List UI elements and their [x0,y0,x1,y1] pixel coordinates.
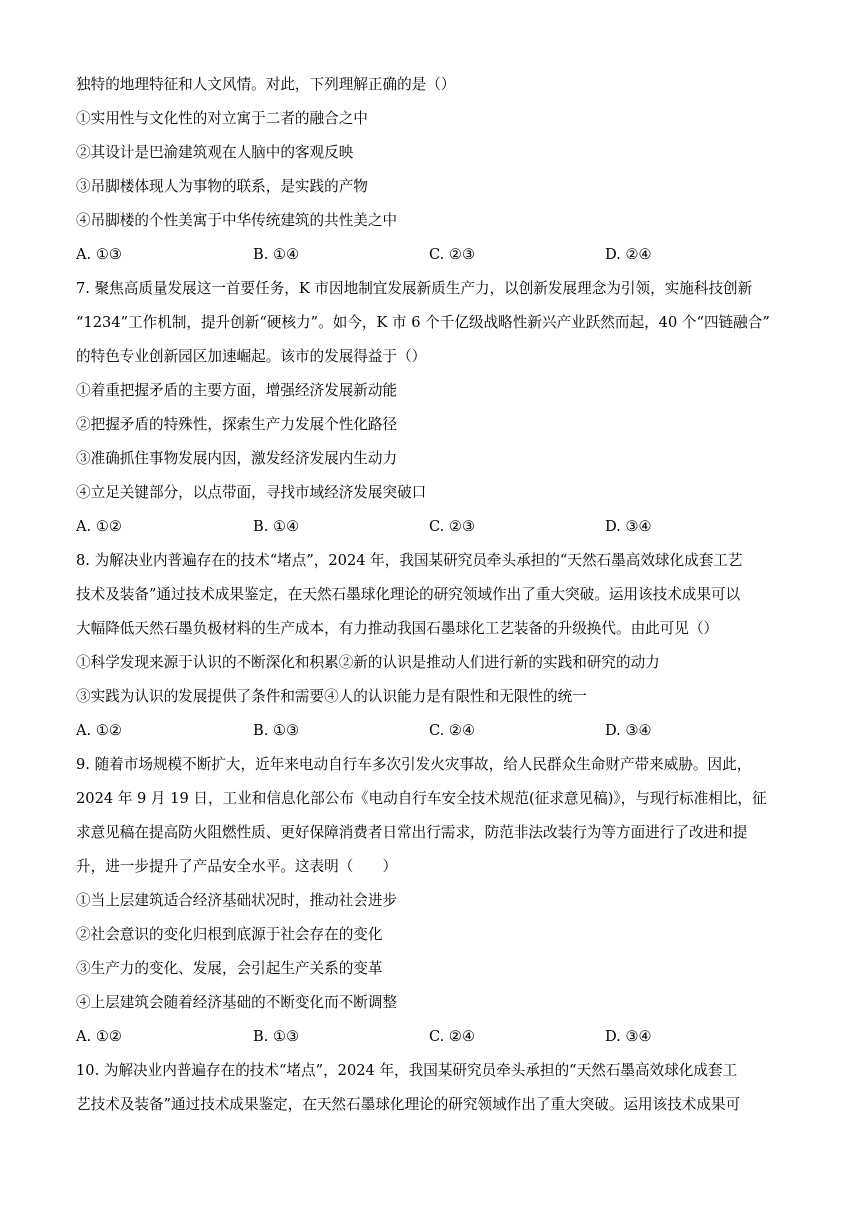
option-b: B. ①④ [253,518,300,535]
question-7 [76,272,788,544]
question-8 [76,544,788,748]
statement-item: ①科学发现来源于认识的不断深化和积累②新的认识是推动人们进行新的实践和研究的动力 [76,654,660,671]
statement-item: ②其设计是巴渝建筑观在人脑中的客观反映 [76,144,354,161]
question-stem-line: 升，进一步提升了产品安全水平。这表明（ ） [76,858,398,875]
question-stem-line: “1234”工作机制，提升创新“硬核力”。如今，K 市 6 个千亿级战略性新兴产业跃然而起，40 个“四链融合” [76,314,770,331]
question-stem-line: 10. 为解决业内普遍存在的技术“堵点”，2024 年，我国某研究员牵头承担的“天然石墨高效球化成套工 [76,1062,738,1079]
statement-item: ②把握矛盾的特殊性，探索生产力发展个性化路径 [76,416,398,433]
option-a: A. ①② [76,722,122,739]
question-stem-line: 2024 年 9 月 19 日，工业和信息化部公布《电动自行车安全技术规范(征求意见稿)》，与现行标准相比，征 [76,790,767,807]
statement-item: ④上层建筑会随着经济基础的不断变化而不断调整 [76,994,398,1011]
question-6 [76,68,788,272]
question-stem-line: 7. 聚焦高质量发展这一首要任务，K 市因地制宜发展新质生产力，以创新发展理念为引领，实施科技创新 [76,280,753,297]
question-stem-line: 求意见稿在提高防火阻燃性质、更好保障消费者日常出行需求，防范非法改装行为等方面进行了改进和提 [76,824,748,841]
option-c: C. ②④ [429,722,476,739]
exam-page [76,68,788,1122]
option-a: A. ①② [76,1028,122,1045]
question-9 [76,748,788,1054]
option-d: D. ③④ [605,722,652,739]
question-stem-line: 的特色专业创新园区加速崛起。该市的发展得益于（） [76,348,427,365]
answer-options [76,510,788,544]
question-stem-line: 9. 随着市场规模不断扩大，近年来电动自行车多次引发火灾事故，给人民群众生命财产带来威胁。因此， [76,756,752,773]
option-c: C. ②③ [429,518,476,535]
option-d: D. ③④ [605,518,652,535]
option-c: C. ②③ [429,246,476,263]
answer-options [76,714,788,748]
option-a: A. ①③ [76,246,122,263]
statement-item: ③实践为认识的发展提供了条件和需要④人的认识能力是有限性和无限性的统一 [76,688,587,705]
answer-options [76,238,788,272]
statement-item: ①实用性与文化性的对立寓于二者的融合之中 [76,110,368,127]
question-stem-line: 8. 为解决业内普遍存在的技术“堵点”，2024 年，我国某研究员牵头承担的“天然石墨高效球化成套工艺 [76,552,743,569]
statement-item: ①当上层建筑适合经济基础状况时，推动社会进步 [76,892,398,909]
statement-item: ④立足关键部分，以点带面，寻找市域经济发展突破口 [76,484,427,501]
statement-item: ③生产力的变化、发展，会引起生产关系的变革 [76,960,383,977]
question-stem-line: 技术及装备”通过技术成果鉴定，在天然石墨球化理论的研究领域作出了重大突破。运用该技术成果可以 [76,586,741,603]
statement-item: ②社会意识的变化归根到底源于社会存在的变化 [76,926,383,943]
question-stem-line: 大幅降低天然石墨负极材料的生产成本，有力推动我国石墨球化工艺装备的升级换代。由此可见（） [76,620,719,637]
statement-item: ④吊脚楼的个性美寓于中华传统建筑的共性美之中 [76,212,398,229]
statement-item: ①着重把握矛盾的主要方面，增强经济发展新动能 [76,382,398,399]
option-d: D. ③④ [605,1028,652,1045]
option-d: D. ②④ [605,246,652,263]
option-b: B. ①③ [253,1028,300,1045]
option-b: B. ①④ [253,246,300,263]
question-stem-line: 艺技术及装备”通过技术成果鉴定，在天然石墨球化理论的研究领域作出了重大突破。运用该技术成果可 [76,1096,741,1113]
question-10 [76,1054,788,1122]
option-c: C. ②④ [429,1028,476,1045]
answer-options [76,1020,788,1054]
option-a: A. ①② [76,518,122,535]
statement-item: ③吊脚楼体现人为事物的联系，是实践的产物 [76,178,368,195]
question-stem-line: 独特的地理特征和人文风情。对此，下列理解正确的是（） [76,76,456,93]
option-b: B. ①③ [253,722,300,739]
statement-item: ③准确抓住事物发展内因，激发经济发展内生动力 [76,450,398,467]
